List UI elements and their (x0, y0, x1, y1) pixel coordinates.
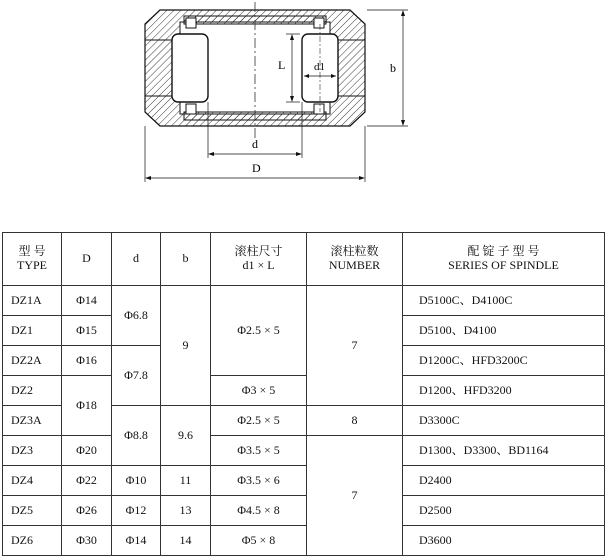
outer-diameter-cell: Φ14 (62, 286, 112, 316)
table-row (3, 496, 605, 526)
roller-size-cell: Φ2.5 × 5 (211, 286, 307, 376)
inner-diameter-cell: Φ10 (112, 466, 161, 496)
type-cell: DZ3 (3, 436, 62, 466)
roller-size-cell: Φ2.5 × 5 (211, 406, 307, 436)
roller-size-cell: Φ3.5 × 5 (211, 436, 307, 466)
type-cell: DZ3A (3, 406, 62, 436)
spindle-series-cell: D5100C、D4100C (403, 286, 605, 316)
outer-diameter-cell: Φ26 (62, 496, 112, 526)
dimension-b (367, 10, 408, 126)
spindle-series-cell: D3300C (403, 406, 605, 436)
outer-diameter-cell: Φ18 (62, 376, 112, 436)
width-cell: 9.6 (161, 406, 211, 466)
outer-diameter-cell: Φ20 (62, 436, 112, 466)
table-row (3, 286, 605, 316)
header-type: 型 号 TYPE (3, 233, 62, 286)
type-cell: DZ5 (3, 496, 62, 526)
roller-count-cell: 8 (307, 406, 403, 436)
outer-diameter-cell: Φ22 (62, 466, 112, 496)
type-cell: DZ2 (3, 376, 62, 406)
width-cell: 13 (161, 496, 211, 526)
table-row (3, 376, 605, 406)
header-roller-count: 滚柱粒数 NUMBER (307, 233, 403, 286)
outer-diameter-cell: Φ16 (62, 346, 112, 376)
spindle-series-cell: D1300、D3300、BD1164 (403, 436, 605, 466)
header-inner-diameter: d (112, 233, 161, 286)
label-b: b (390, 61, 396, 75)
width-cell: 11 (161, 466, 211, 496)
header-spindle-series: 配 锭 子 型 号 SERIES OF SPINDLE (403, 233, 605, 286)
spindle-series-cell: D5100、D4100 (403, 316, 605, 346)
inner-diameter-cell: Φ14 (112, 526, 161, 556)
roller-count-cell: 7 (307, 436, 403, 556)
spindle-series-cell: D2500 (403, 496, 605, 526)
inner-diameter-cell: Φ8.8 (112, 406, 161, 466)
table-row (3, 466, 605, 496)
label-d: d (252, 137, 258, 151)
width-cell: 14 (161, 526, 211, 556)
table-header-row (3, 233, 605, 286)
type-cell: DZ1A (3, 286, 62, 316)
type-cell: DZ4 (3, 466, 62, 496)
roller-count-cell: 7 (307, 286, 403, 406)
roller-size-cell: Φ3 × 5 (211, 376, 307, 406)
spindle-series-cell: D2400 (403, 466, 605, 496)
header-width: b (161, 233, 211, 286)
label-L: L (278, 58, 286, 72)
outer-diameter-cell: Φ15 (62, 316, 112, 346)
roller-left (172, 34, 208, 102)
outer-diameter-cell: Φ30 (62, 526, 112, 556)
bearing-spec-table (2, 232, 605, 556)
type-cell: DZ6 (3, 526, 62, 556)
label-D: D (252, 161, 261, 175)
spindle-series-cell: D3600 (403, 526, 605, 556)
header-outer-diameter: D (62, 233, 112, 286)
roller-size-cell: Φ3.5 × 6 (211, 466, 307, 496)
table-row (3, 436, 605, 466)
table-row (3, 526, 605, 556)
type-cell: DZ1 (3, 316, 62, 346)
header-roller-size: 滚柱尺寸 d1 × L (211, 233, 307, 286)
inner-diameter-cell: Φ7.8 (112, 346, 161, 406)
type-cell: DZ2A (3, 346, 62, 376)
spindle-series-cell: D1200、HFD3200 (403, 376, 605, 406)
roller-size-cell: Φ4.5 × 8 (211, 496, 307, 526)
width-cell: 9 (161, 286, 211, 406)
inner-diameter-cell: Φ6.8 (112, 286, 161, 346)
bearing-cross-section-drawing (0, 0, 606, 200)
spindle-series-cell: D1200C、HFD3200C (403, 346, 605, 376)
inner-diameter-cell: Φ12 (112, 496, 161, 526)
roller-size-cell: Φ5 × 8 (211, 526, 307, 556)
label-d1: d1 (314, 61, 325, 73)
